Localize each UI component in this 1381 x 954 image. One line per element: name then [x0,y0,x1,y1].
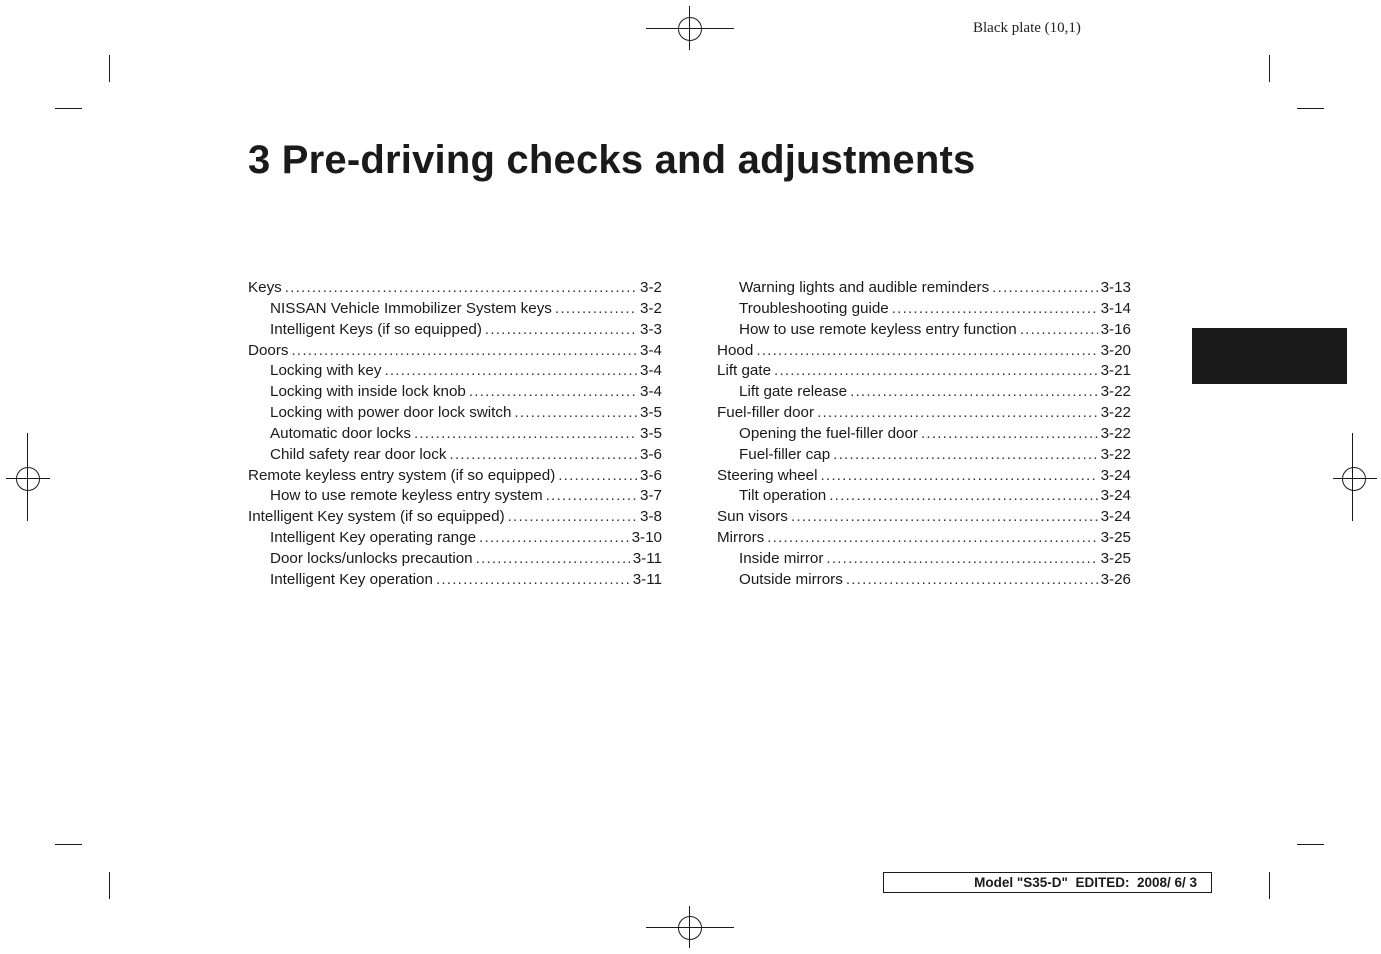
toc-leader-dots [756,341,1097,362]
toc-entry-label: Locking with power door lock switch [270,404,512,422]
toc-leader-dots [449,445,637,466]
toc-leader-dots [1020,320,1098,341]
toc-entry-page: 3-22 [1100,383,1131,401]
toc-entry-page: 3-14 [1100,299,1131,317]
toc-entry-label: Lift gate [717,362,772,380]
toc-entry[interactable] [248,528,662,549]
toc-leader-dots [774,361,1098,382]
toc-entry-page: 3-5 [640,424,662,442]
toc-right-column [717,278,1131,591]
chapter-tab-marker [1192,328,1347,384]
toc-entry-label: Intelligent Key system (if so equipped) [248,508,505,526]
toc-entry[interactable] [248,507,662,528]
toc-entry-page: 3-24 [1100,508,1131,526]
toc-entry-label: How to use remote keyless entry function [739,320,1017,338]
toc-leader-dots [829,486,1097,507]
toc-entry[interactable] [717,341,1131,362]
crop-mark-bottom-left-horizontal [55,844,82,845]
toc-leader-dots [846,570,1098,591]
toc-entry-label: Door locks/unlocks precaution [270,549,473,567]
toc-entry-page: 3-13 [1100,279,1131,296]
toc-entry[interactable] [248,382,662,403]
crop-mark-top-left-horizontal [55,108,82,109]
toc-entry-page: 3-7 [640,487,662,505]
toc-entry[interactable] [248,424,662,445]
toc-leader-dots [384,361,637,382]
toc-entry-label: Doors [248,341,289,359]
toc-entry-page: 3-3 [640,320,662,338]
toc-entry[interactable] [248,278,662,299]
toc-leader-dots [292,341,638,362]
toc-leader-dots [414,424,637,445]
toc-leader-dots [476,549,630,570]
toc-entry[interactable] [248,549,662,570]
toc-entry-page: 3-4 [640,362,662,380]
page-title: 3 Pre-driving checks and adjustments [248,138,976,182]
toc-entry-label: Tilt operation [739,487,827,505]
toc-entry-page: 3-2 [640,279,662,296]
toc-entry[interactable] [248,341,662,362]
toc-entry-label: Intelligent Key operation [270,570,433,588]
toc-left-column [248,278,662,591]
toc-entry[interactable] [717,320,1131,341]
toc-entry-label: Keys [248,279,282,296]
toc-entry-label: Troubleshooting guide [739,299,889,317]
toc-leader-dots [285,278,637,299]
toc-entry-page: 3-24 [1100,487,1131,505]
toc-entry-page: 3-22 [1100,424,1131,442]
toc-entry-page: 3-25 [1100,529,1131,547]
toc-leader-dots [892,299,1098,320]
toc-entry-label: How to use remote keyless entry system [270,487,543,505]
crop-mark-bottom-right-vertical [1269,872,1270,899]
toc-entry-label: Opening the fuel-filler door [739,424,918,442]
toc-entry[interactable] [717,507,1131,528]
toc-entry-page: 3-20 [1100,341,1131,359]
toc-entry-label: Inside mirror [739,549,824,567]
toc-entry-page: 3-25 [1100,549,1131,567]
toc-entry-page: 3-22 [1100,404,1131,422]
toc-entry[interactable] [248,466,662,487]
toc-entry[interactable] [717,528,1131,549]
toc-entry-page: 3-21 [1100,362,1131,380]
toc-entry[interactable] [717,549,1131,570]
toc-entry-label: Intelligent Key operating range [270,529,477,547]
toc-leader-dots [850,382,1098,403]
toc-entry[interactable] [248,445,662,466]
toc-leader-dots [436,570,630,591]
toc-entry-label: Sun visors [717,508,788,526]
toc-entry-label: Outside mirrors [739,570,843,588]
toc-leader-dots [469,382,637,403]
toc-leader-dots [826,549,1097,570]
toc-leader-dots [921,424,1098,445]
crop-mark-top-right-horizontal [1297,108,1324,109]
toc-entry[interactable] [248,570,662,591]
toc-entry-page: 3-10 [631,529,662,547]
toc-leader-dots [817,403,1098,424]
toc-entry-label: Automatic door locks [270,424,411,442]
toc-entry-label: Hood [717,341,754,359]
toc-entry-page: 3-26 [1100,570,1131,588]
toc-entry-page: 3-11 [632,549,662,567]
crop-mark-bottom-right-horizontal [1297,844,1324,845]
toc-entry[interactable] [248,320,662,341]
toc-entry[interactable] [248,486,662,507]
toc-entry-page: 3-4 [640,341,662,359]
crop-mark-top-left-vertical [109,55,110,82]
toc-leader-dots [546,486,637,507]
toc-entry-page: 3-24 [1100,466,1131,484]
toc-entry-page: 3-6 [640,445,662,463]
toc-entry-page: 3-22 [1100,445,1131,463]
toc-entry[interactable] [717,382,1131,403]
toc-entry[interactable] [717,278,1131,299]
toc-entry-label: Remote keyless entry system (if so equipped) [248,466,556,484]
crop-mark-bottom-left-vertical [109,872,110,899]
toc-entry[interactable] [717,445,1131,466]
toc-entry-page: 3-8 [640,508,662,526]
toc-leader-dots [833,445,1097,466]
toc-entry[interactable] [717,486,1131,507]
toc-leader-dots [791,507,1098,528]
toc-entry-page: 3-16 [1100,320,1131,338]
toc-entry-label: Intelligent Keys (if so equipped) [270,320,482,338]
plate-label: Black plate (10,1) [973,20,1081,36]
toc-entry-page: 3-11 [632,570,662,588]
toc-leader-dots [820,466,1097,487]
crop-mark-top-right-vertical [1269,55,1270,82]
toc-entry[interactable] [717,570,1131,591]
toc-entry-label: Locking with key [270,362,382,380]
toc-entry-label: Locking with inside lock knob [270,383,466,401]
toc-leader-dots [479,528,629,549]
toc-entry-page: 3-6 [640,466,662,484]
toc-leader-dots [485,320,637,341]
toc-entry[interactable] [248,361,662,382]
toc-entry[interactable] [717,403,1131,424]
toc-entry-label: Fuel-filler door [717,404,815,422]
toc-entry[interactable] [717,299,1131,320]
toc-leader-dots [508,507,637,528]
toc-entry[interactable] [717,361,1131,382]
toc-entry-page: 3-2 [640,299,662,317]
model-edit-box: Model "S35-D" EDITED: 2008/ 6/ 3 [883,872,1212,893]
toc-entry-label: Lift gate release [739,383,848,401]
toc-leader-dots [514,403,637,424]
toc-entry-label: Warning lights and audible reminders [739,279,990,296]
toc-leader-dots [555,299,637,320]
toc-entry[interactable] [248,299,662,320]
toc-leader-dots [992,278,1097,299]
toc-entry-label: Fuel-filler cap [739,445,831,463]
toc-entry-label: Steering wheel [717,466,818,484]
toc-entry[interactable] [717,466,1131,487]
toc-entry-page: 3-4 [640,383,662,401]
toc-entry[interactable] [248,403,662,424]
toc-entry[interactable] [717,424,1131,445]
toc-entry-page: 3-5 [640,404,662,422]
toc-entry-label: Child safety rear door lock [270,445,447,463]
toc-entry-label: NISSAN Vehicle Immobilizer System keys [270,299,552,317]
toc-leader-dots [558,466,637,487]
toc-leader-dots [767,528,1097,549]
toc-entry-label: Mirrors [717,529,765,547]
